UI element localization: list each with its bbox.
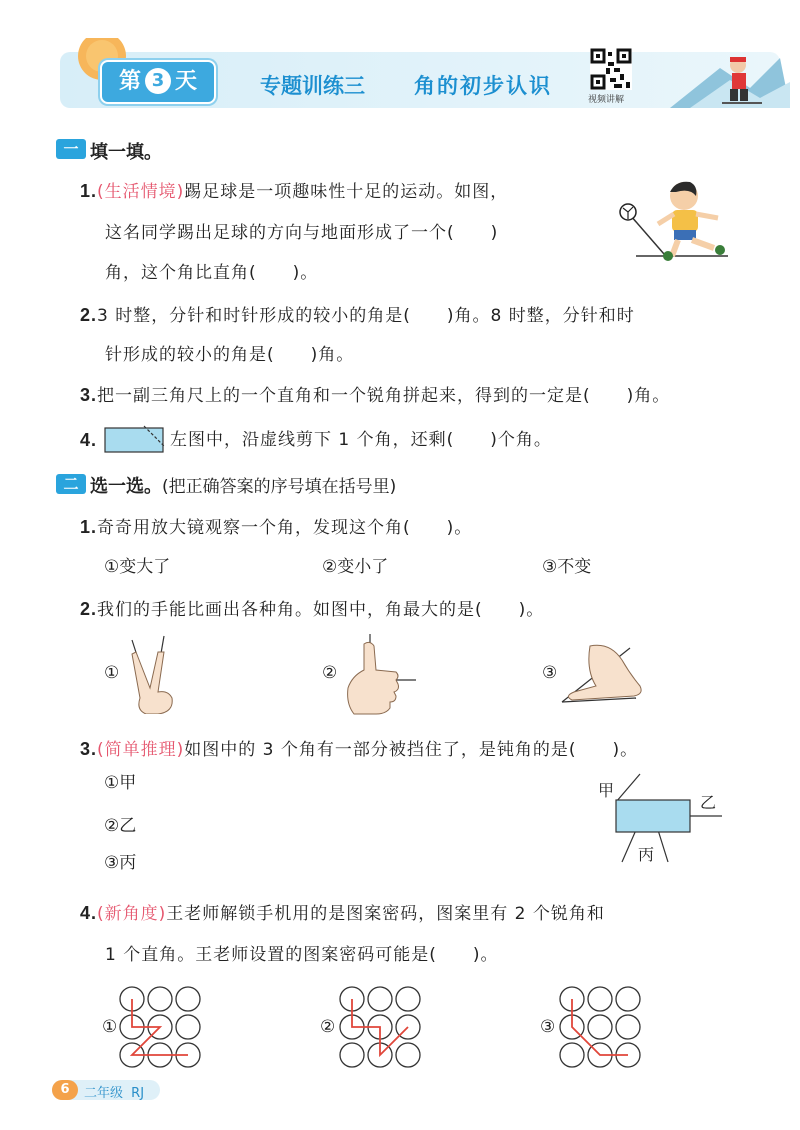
- s2-q4-label-2: ②: [320, 1017, 336, 1037]
- s2-q3-line1: [80, 738, 638, 761]
- s2-q2-label-1: ①: [104, 663, 120, 683]
- s2-q2-label-3: ③: [542, 663, 558, 683]
- s1-q1-text1: 踢足球是一项趣味性十足的运动。如图，: [184, 182, 509, 202]
- qr-caption: 视频讲解: [588, 95, 625, 105]
- s2-q4-line2: 1 个直角。王老师设置的图案密码可能是( )。: [105, 945, 499, 965]
- s1-q3-number: 3.: [80, 385, 98, 405]
- s2-q2-number: 2.: [80, 599, 98, 619]
- section2-badge: 二: [56, 474, 86, 494]
- s2-q1-option-3: ③不变: [542, 557, 592, 577]
- s2-q4-label-1: ①: [102, 1017, 118, 1037]
- pattern-lock-3: [558, 985, 644, 1071]
- s2-q4-tag: (新角度): [97, 904, 167, 924]
- s2-q3-option-2: ②乙: [104, 816, 137, 836]
- s2-q4-number: 4.: [80, 903, 98, 923]
- s1-q2-line1: [80, 304, 635, 327]
- pattern-lock-2: [338, 985, 424, 1071]
- s1-q1-line2: 这名同学踢出足球的方向与地面形成了一个( ): [105, 223, 499, 243]
- s2-q3-tag: (简单推理): [97, 740, 185, 760]
- s2-q4-text1: 王老师解锁手机用的是图案密码，图案里有 2 个锐角和: [166, 904, 605, 924]
- s2-q1-option-1: ①变大了: [104, 557, 171, 577]
- skier-icon: [718, 55, 768, 107]
- s1-q2-number: 2.: [80, 305, 98, 325]
- s2-q3-option-3: ③丙: [104, 853, 137, 873]
- soccer-kid-illustration: [606, 178, 731, 263]
- s1-q1-line1: [80, 180, 508, 203]
- s2-q3-option-1: ①甲: [104, 773, 137, 793]
- section2-title-text: 选一选。: [90, 476, 162, 497]
- s2-q4-line1: [80, 902, 605, 925]
- s2-q1-option-2: ②变小了: [322, 557, 389, 577]
- s2-q3-number: 3.: [80, 739, 98, 759]
- footer-grade: [84, 1082, 144, 1101]
- s2-q2-line1: [80, 598, 544, 621]
- s1-q3-text1: 把一副三角尺上的一个直角和一个锐角拼起来，得到的一定是( )角。: [97, 386, 671, 406]
- qr-code-icon: [590, 48, 632, 90]
- section1-title: 填一填。: [90, 142, 162, 163]
- hand-flat-figure: [560, 640, 646, 710]
- s2-q1-number: 1.: [80, 517, 98, 537]
- section2-note: (把正确答案的序号填在括号里): [162, 477, 397, 497]
- pattern-lock-1: [118, 985, 204, 1071]
- day-number: 3: [151, 70, 165, 91]
- s1-q4-line1: [80, 429, 97, 452]
- footer-grade-text: 二年级: [84, 1086, 124, 1101]
- s1-q2-line2: 针形成的较小的角是( )角。: [105, 345, 355, 365]
- day-number-circle: [145, 68, 171, 94]
- s1-q4-text: 左图中，沿虚线剪下 1 个角，还剩( )个角。: [170, 430, 552, 450]
- s2-q3-text1: 如图中的 3 个角有一部分被挡住了，是钝角的是( )。: [184, 740, 639, 760]
- day-suffix: 天: [175, 69, 198, 94]
- page-number: 6: [52, 1080, 78, 1100]
- s2-q2-text1: 我们的手能比画出各种角。如图中，角最大的是( )。: [97, 600, 545, 620]
- s1-q4-number: 4.: [80, 430, 98, 450]
- cut-rectangle-figure: [104, 424, 166, 456]
- hand-thumb-figure: [340, 632, 420, 716]
- s1-q1-number: 1.: [80, 181, 98, 201]
- figure-label-yi: 乙: [700, 793, 717, 812]
- figure-label-jia: 甲: [598, 781, 615, 800]
- topic-label: 专题训练三: [260, 74, 365, 98]
- footer-edition: RJ: [131, 1086, 145, 1101]
- s2-q1-text1: 奇奇用放大镜观察一个角，发现这个角( )。: [97, 518, 473, 538]
- s1-q3-line1: [80, 384, 670, 407]
- page-title: 角的初步认识: [414, 74, 552, 98]
- s2-q2-label-2: ②: [322, 663, 338, 683]
- figure-label-bing: 丙: [638, 845, 655, 864]
- s1-q2-text1: 3 时整，分针和时针形成的较小的角是( )角。8 时整，分针和时: [97, 306, 635, 326]
- day-prefix: 第: [118, 69, 141, 94]
- qr-code[interactable]: [590, 48, 632, 90]
- s1-q1-tag: (生活情境): [97, 182, 185, 202]
- day-badge: [100, 60, 216, 104]
- section2-title: [90, 472, 396, 498]
- section1-badge: 一: [56, 139, 86, 159]
- s2-q1-line1: [80, 516, 472, 539]
- s2-q4-label-3: ③: [540, 1017, 556, 1037]
- s1-q1-line3: 角，这个角比直角( )。: [105, 263, 319, 283]
- hand-v-sign-figure: [122, 632, 192, 714]
